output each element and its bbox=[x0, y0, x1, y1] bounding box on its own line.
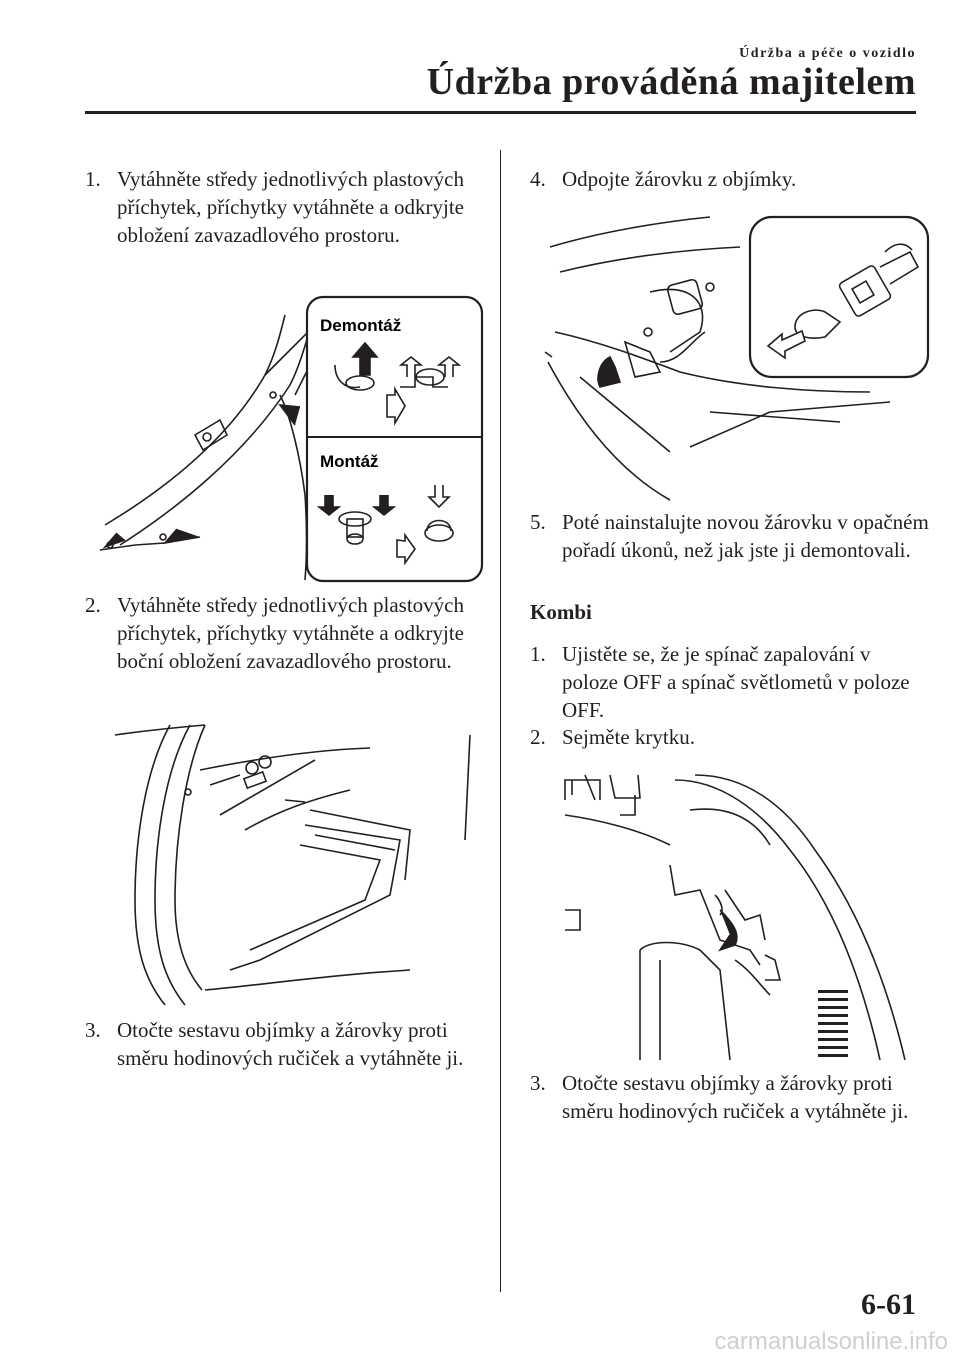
column-divider bbox=[500, 150, 501, 1292]
step-text: Sejměte krytku. bbox=[562, 725, 695, 749]
step-2 bbox=[85, 591, 485, 675]
step-1 bbox=[85, 165, 485, 249]
step-number: 4. bbox=[530, 167, 546, 191]
step-number: 3. bbox=[85, 1018, 101, 1042]
step-number: 1. bbox=[530, 642, 546, 666]
step-text: Poté nainstalujte novou žárovku v opačném pořadí úkonů, než jak jste ji demontovali. bbox=[562, 510, 929, 562]
step-5 bbox=[530, 508, 930, 564]
step-number: 2. bbox=[85, 593, 101, 617]
figure-side-trim bbox=[110, 720, 480, 1010]
step-text: Odpojte žárovku z objímky. bbox=[562, 167, 797, 191]
panel-label-removal: Demontáž bbox=[320, 316, 402, 335]
figure-trunk-trim-clips bbox=[95, 295, 485, 585]
step-text: Otočte sestavu objímky a žárovky proti směru hodinových ručiček a vytáhněte ji. bbox=[117, 1018, 464, 1070]
section-heading-kombi: Kombi bbox=[530, 600, 592, 624]
step-number: 2. bbox=[530, 725, 546, 749]
figure-bulb-socket bbox=[540, 212, 930, 502]
step-text: Otočte sestavu objímky a žárovky proti směru hodinových ručiček a vytáhněte ji. bbox=[562, 1071, 909, 1123]
kombi-step-3 bbox=[530, 1069, 930, 1125]
step-3 bbox=[85, 1016, 485, 1072]
step-number: 5. bbox=[530, 510, 546, 534]
kombi-step-1 bbox=[530, 640, 930, 724]
page-title: Údržba prováděná majitelem bbox=[426, 61, 916, 103]
step-text: Ujistěte se, že je spínač zapalování v poloze OFF a spínač světlometů v poloze OFF. bbox=[562, 642, 910, 722]
page-number: 6-61 bbox=[861, 1288, 916, 1321]
step-text: Vytáhněte středy jednotlivých plastových příchytek, příchytky vytáhněte a odkryjte obložení zavazadlového prostoru. bbox=[117, 167, 465, 247]
panel-label-installation: Montáž bbox=[320, 452, 379, 471]
figure-cover-removal bbox=[560, 770, 920, 1060]
step-number: 3. bbox=[530, 1071, 546, 1095]
kombi-step-2 bbox=[530, 723, 930, 751]
header-rule bbox=[85, 111, 916, 114]
step-text: Vytáhněte středy jednotlivých plastových příchytek, příchytky vytáhněte a odkryjte boční obložení zavazadlového prostoru. bbox=[117, 593, 465, 673]
step-number: 1. bbox=[85, 167, 101, 191]
chapter-title: Údržba a péče o vozidlo bbox=[739, 46, 916, 61]
watermark: carmanualsonline.info bbox=[714, 1328, 948, 1355]
step-4 bbox=[530, 165, 930, 193]
